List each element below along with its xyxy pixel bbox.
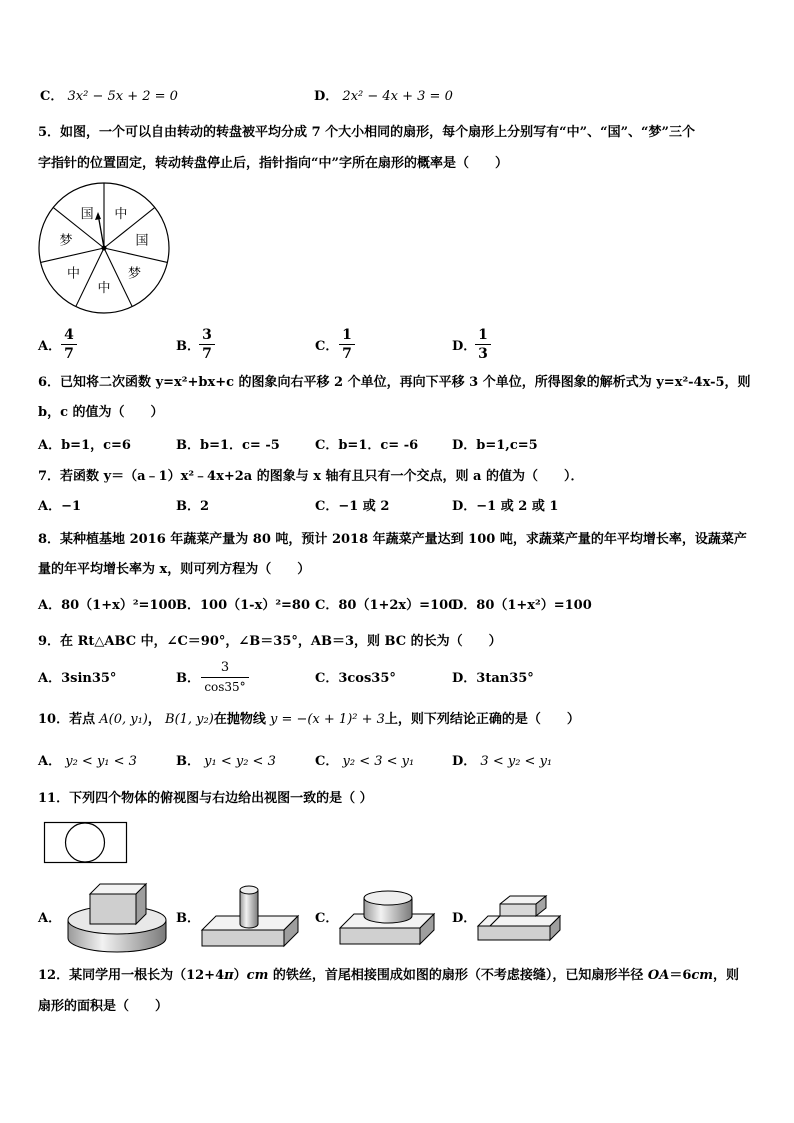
q5-option-c-numerator: 1 bbox=[342, 327, 352, 343]
q10-option-a[interactable] bbox=[38, 753, 137, 771]
q10-point-a: A(0, y₁) bbox=[99, 712, 148, 727]
q11-option-a-label[interactable]: A． bbox=[38, 911, 62, 926]
q8-option-b[interactable]: B．100（1-x）²=80 bbox=[176, 598, 310, 613]
spinner-sector-label: 国 bbox=[135, 233, 149, 249]
q5-option-c-fraction[interactable] bbox=[336, 327, 358, 362]
q10-point-b: B(1, y₂) bbox=[165, 712, 214, 727]
q7-stem-line1: 7．若函数 y＝（a﹣1）x²﹣4x+2a 的图象与 x 轴有且只有一个交点，则 a 的值为（ ）． bbox=[38, 469, 584, 484]
q10-separator: ， bbox=[147, 712, 161, 727]
q6-option-b[interactable]: B．b=1．c= -5 bbox=[176, 438, 280, 453]
q9-stem-line1: 9．在 Rt△ABC 中，∠C＝90°，∠B＝35°，AB＝3，则 BC 的长为（ ） bbox=[38, 634, 502, 649]
q10-prefix: 10．若点 bbox=[38, 712, 96, 727]
q10-option-c[interactable] bbox=[315, 753, 414, 771]
q5-option-a-label[interactable]: A． bbox=[38, 339, 62, 354]
q4-option-d-label: D． bbox=[314, 89, 339, 104]
q12-end: ，则 bbox=[713, 968, 740, 983]
q12-mid: 的铁丝，首尾相接围成如图的扇形（不考虑接缝），已知扇形半径 bbox=[268, 968, 648, 983]
spinner-sector-label: 梦 bbox=[59, 233, 73, 249]
q4-option-c[interactable] bbox=[40, 88, 178, 106]
q7-option-d[interactable]: D．−1 或 2 或 1 bbox=[452, 499, 559, 514]
q11-option-a-figure[interactable] bbox=[64, 880, 170, 958]
spinner-figure bbox=[36, 184, 176, 324]
q8-option-a[interactable]: A．80（1+x）²=100 bbox=[38, 598, 177, 613]
spinner-sector-label: 梦 bbox=[127, 266, 141, 282]
q11-option-c-figure[interactable] bbox=[338, 888, 438, 948]
q11-option-d-figure[interactable] bbox=[476, 894, 576, 946]
q6-stem-line1: 6．已知将二次函数 y=x²+bx+c 的图象向右平移 2 个单位，再向下平移 3 个单位，所得图象的解析式为 y=x²-4x-5，则 bbox=[38, 375, 751, 390]
q4-option-d[interactable] bbox=[314, 88, 453, 106]
q8-option-d[interactable]: D．80（1+x²）=100 bbox=[452, 598, 592, 613]
q10-suffix: 上，则下列结论正确的是（ ） bbox=[384, 712, 580, 727]
q7-option-b[interactable]: B．2 bbox=[176, 499, 210, 514]
q11-stem-line1: 11．下列四个物体的俯视图与右边给出视图一致的是（ ） bbox=[38, 791, 373, 806]
q12-unit-2: cm bbox=[691, 968, 714, 983]
q8-stem-line1: 8．某种植基地 2016 年蔬菜产量为 80 吨，预计 2018 年蔬菜产量达到 100 吨，求蔬菜产量的年平均增长率，设蔬菜产 bbox=[38, 532, 747, 547]
spinner-divider bbox=[104, 248, 167, 262]
spinner-divider bbox=[41, 248, 104, 262]
q9-option-b-fraction[interactable] bbox=[198, 660, 252, 695]
q12-stem-line2: 扇形的面积是（ ） bbox=[38, 999, 169, 1014]
q10-option-c-label: C． bbox=[315, 754, 339, 769]
q5-option-a-fraction[interactable] bbox=[58, 327, 80, 362]
q10-option-b-expr: y₁ < y₂ < 3 bbox=[204, 754, 276, 769]
q5-option-d-label[interactable]: D． bbox=[452, 339, 477, 354]
q5-stem-line2: 字指针的位置固定，转动转盘停止后，指针指向“中”字所在扇形的概率是（ ） bbox=[38, 156, 508, 171]
q11-option-d-label[interactable]: D． bbox=[452, 911, 477, 926]
q10-option-a-expr: y₂ < y₁ < 3 bbox=[65, 754, 137, 769]
q10-option-d-expr: 3 < y₂ < y₁ bbox=[480, 754, 553, 769]
q9-option-c[interactable]: C．3cos35° bbox=[315, 671, 396, 686]
q5-option-d-fraction[interactable] bbox=[472, 327, 494, 362]
q5-option-a-denominator: 7 bbox=[64, 346, 74, 362]
q12-close: ） bbox=[233, 968, 247, 983]
q5-option-b-numerator: 3 bbox=[202, 327, 212, 343]
q10-option-b-label: B． bbox=[176, 754, 200, 769]
q10-option-c-expr: y₂ < 3 < y₁ bbox=[342, 754, 415, 769]
q10-curve: y = −(x + 1)² + 3 bbox=[269, 712, 385, 727]
q10-option-b[interactable] bbox=[176, 753, 276, 771]
q12-stem-line1 bbox=[38, 967, 739, 985]
q11-option-b-figure[interactable] bbox=[200, 884, 304, 950]
q10-stem-line1 bbox=[38, 711, 580, 729]
q10-mid: 在抛物线 bbox=[213, 712, 266, 727]
q10-option-d-label: D． bbox=[452, 754, 477, 769]
q6-option-c[interactable]: C．b=1．c= -6 bbox=[315, 438, 419, 453]
q9-option-b-numerator: 3 bbox=[220, 660, 230, 675]
q9-option-d[interactable]: D．3tan35° bbox=[452, 671, 534, 686]
q7-option-a[interactable]: A．−1 bbox=[38, 499, 82, 514]
spinner-sector-label: 中 bbox=[97, 281, 111, 296]
q12-oa: OA bbox=[647, 968, 670, 983]
q9-option-b-label[interactable]: B． bbox=[176, 671, 200, 686]
q5-stem-line1: 5．如图，一个可以自由转动的转盘被平均分成 7 个大小相同的扇形，每个扇形上分别写有“中”、“国”、“梦”三个 bbox=[38, 125, 696, 140]
q11-option-b-label[interactable]: B． bbox=[176, 911, 200, 926]
q5-option-c-label[interactable]: C． bbox=[315, 339, 339, 354]
q4-option-d-expr: 2x² − 4x + 3 = 0 bbox=[342, 89, 453, 104]
q5-option-b-label[interactable]: B． bbox=[176, 339, 200, 354]
q6-option-d[interactable]: D．b=1,c=5 bbox=[452, 438, 538, 453]
q5-option-a-numerator: 4 bbox=[64, 327, 74, 343]
q12-unit-1: cm bbox=[246, 968, 269, 983]
q4-option-c-expr: 3x² − 5x + 2 = 0 bbox=[67, 89, 178, 104]
q10-option-d[interactable] bbox=[452, 753, 552, 771]
q12-eq: ＝6 bbox=[669, 968, 692, 983]
q5-option-b-denominator: 7 bbox=[202, 346, 212, 362]
q12-pre: 12．某同学用一根长为（12+4 bbox=[38, 968, 225, 983]
q6-stem-line2: b，c 的值为（ ） bbox=[38, 405, 164, 420]
q6-option-a[interactable]: A．b=1，c=6 bbox=[38, 438, 131, 453]
q10-option-a-label: A． bbox=[38, 754, 62, 769]
q9-option-a[interactable]: A．3sin35° bbox=[38, 671, 117, 686]
q5-option-b-fraction[interactable] bbox=[196, 327, 218, 362]
spinner-sector-label: 中 bbox=[67, 266, 81, 282]
q5-option-c-denominator: 7 bbox=[342, 346, 352, 362]
spinner-sector-label: 中 bbox=[114, 206, 128, 222]
q7-option-c[interactable]: C．−1 或 2 bbox=[315, 499, 390, 514]
q4-option-c-label: C． bbox=[40, 89, 64, 104]
q11-top-view-figure bbox=[44, 822, 130, 864]
q5-option-d-denominator: 3 bbox=[478, 346, 488, 362]
q8-option-c[interactable]: C．80（1+2x）=100 bbox=[315, 598, 458, 613]
q12-pi: π bbox=[224, 968, 234, 983]
spinner-sector-label: 国 bbox=[80, 206, 94, 222]
q8-stem-line2: 量的年平均增长率为 x，则可列方程为（ ） bbox=[38, 562, 311, 577]
q11-option-c-label[interactable]: C． bbox=[315, 911, 339, 926]
q9-option-b-denominator: cos35° bbox=[204, 680, 246, 694]
q5-option-d-numerator: 1 bbox=[478, 327, 488, 343]
